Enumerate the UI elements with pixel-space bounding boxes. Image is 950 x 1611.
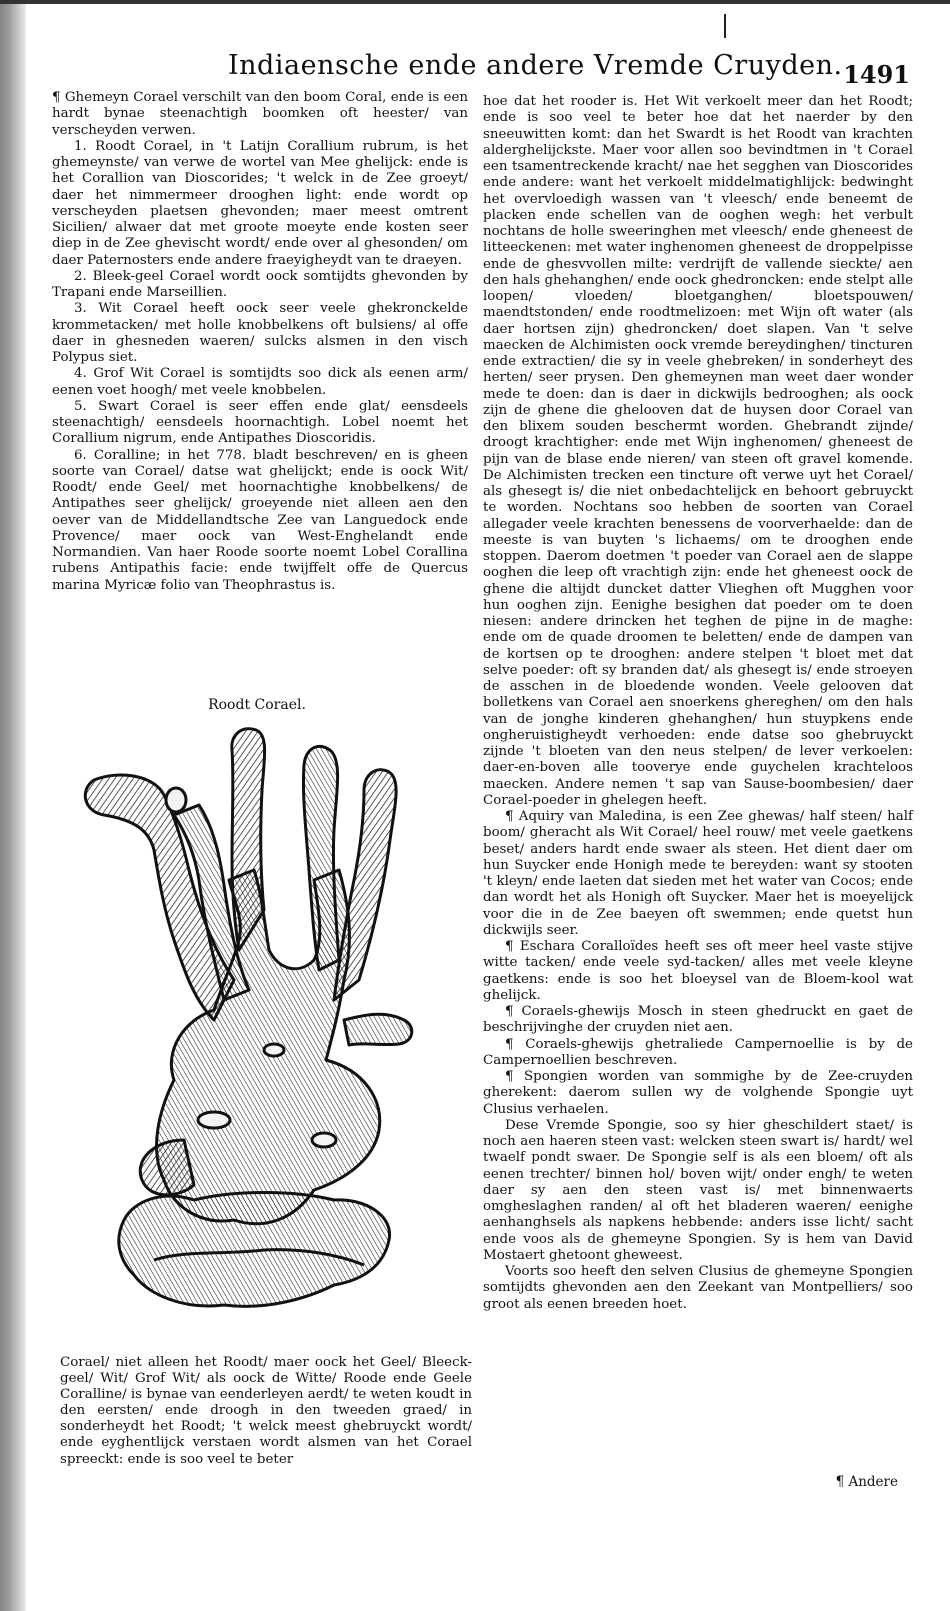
running-title: Indiaensche ende andere Vremde Cruyden. — [228, 50, 843, 81]
paragraph-swart-corael: 5. Swart Corael is seer effen ende glat/ eensdeels steenachtigh/ eensdeels hoornachtigh. Lobel noemt het Corallium nigrum, ende Antipathes Dioscoridis. — [52, 398, 468, 447]
left-column-continuation — [60, 1355, 472, 1468]
page-edge-shadow — [0, 0, 26, 1611]
paragraph-corael-properties: Corael/ niet alleen het Roodt/ maer oock het Geel/ Bleeck-geel/ Wit/ Grof Wit/ als oock de Witte/ Roode ende Geele Coralline/ is bynae van eenderleyen aerdt/ te weten koudt in den eersten/ ende droogh in den tweeden graed/ in sonderheydt het Roodt; 't welck meest ghebruyckt wordt/ ende eyghentlijck verstaen wordt alsmen van het Corael spreeckt: ende is soo veel te beter — [60, 1355, 472, 1467]
paragraph-roodt-corael: 1. Roodt Corael, in 't Latijn Corallium rubrum, is het ghemeynste/ van verwe de wortel van Mee ghelijck: ende is het Corallion van Dioscorides; 't welck in de Zee groeyt/ daer het nimmermeer drooghen light: ende wordt op verscheyden plaetsen ghevonden; maer meest omtrent Sicilien/ alwaer dat met groote moeyte ende kosten seer diep in de Zee ghevischt wordt/ ende over al ghesonden/ om daer Paternosters ende andere fraeyigheydt van te draeyen. — [52, 138, 468, 268]
catchword: ¶ Andere — [835, 1474, 898, 1490]
printer-mark — [724, 14, 726, 38]
paragraph-coraels-mosch: ¶ Coraels-ghewijs Mosch in steen ghedruckt en gaet de beschrijvinghe der cruyden niet aen. — [483, 1004, 913, 1036]
paragraph-corael-krachten: hoe dat het rooder is. Het Wit verkoelt meer dan het Roodt; ende is soo veel te beter hoe dat het naerder by den sneeuwitten komt: dan het Swardt is het Roodt van krachten alderghelijckste. Maer voor allen soo bevindtmen in 't Corael een tsamentreckende kracht/ nae het segghen van Dioscorides ende andere: want het verkoelt middelmatighlijck: bedwinght het overvloedigh wassen van 't vleesch/ ende beneemt de placken ende schellen van de ooghen wegh: het verbult nochtans de holle sweeringhen met vleesch/ ende gheneest de litteeckenen: met water inghenomen gheneest de droppelpisse ende de ghesvvollen milte: verdrijft de vallende sieckte/ aen den hals ghehanghen/ ende oock ghedroncken: ende stelpt alle loopen/ vloeden/ bloetganghen/ bloetspouwen/ maendtstonden/ ende roodtmelizoen: met Wijn oft water (als daer hortsen zijn) ghedroncken/ doet slapen. Van 't selve maecken de Alchimisten oock vremde bereydinghen/ tincturen ende extractien/ die sy in veele ghebreken/ in sonderheyt des herten/ seer prysen. Den ghemeynen man weet daer wonder mede te doen: dan is daer in dickwijls bedrooghen; als oock zijn de ghene die ghelooven dat de huysen door Corael van den blixem souden beschermt worden. Ghebrandt zijnde/ droogt krachtigher: ende met Wijn inghenomen/ gheneest de pijn van de blase ende nieren/ van steen oft gravel komende. De Alchimisten trecken een tincture oft verwe uyt het Corael/ als ghesegt is/ die niet onbedachtelijck en behoort gebruyckt te worden. Nochtans soo hebben de soorten van Corael allegader veele krachten benessens de voorverhaelde: dan de meeste is van buyten 's lichaems/ om te drooghen ende stoppen. Daerom doetmen 't poeder van Corael aen de slappe ooghen die leep oft vrachtigh zijn: ende het gheneest oock de ghene die altijdt duncket datter Vlieghen oft Mugghen voor hun ooghen zijn. Eenighe besighen dat poeder om te doen niesen: andere drincken het teghen de pijne in de maghe: ende om de quade droomen te beletten/ ende de dampen van de kortsen op te drooghen: andere stelpen 't bloet met dat selve poeder: oft sy branden dat/ als ghesegt is/ ende stroeyen de asschen in de bloedende wonden. Veele gelooven dat bolletkens van Corael aen snoerkens ghereghen/ om den hals van de jonghe kinderen ghehanghen/ hun stuypkens ende ongheruistigheydt verhoeden: ende datse soo ghebruyckt zijnde 't bloeten van den neus stelpen/ de lever verkoelen: daer-en-boven alle tooverye ende guychelen krachteloos maecken. Andere nemen 't sap van Sause-boombesien/ daer Corael-poeder in ghelegen heeft. — [483, 94, 913, 808]
paragraph-bleek-geel-corael: 2. Bleek-geel Corael wordt oock somtijdts ghevonden by Trapani ende Marseillien. — [52, 268, 468, 300]
page-top-edge — [0, 0, 950, 4]
left-column — [52, 90, 468, 594]
page-number: 1491 — [843, 60, 910, 89]
paragraph-ghemeyn-corael: ¶ Ghemeyn Corael verschilt van den boom Coral, ende is een hardt bynae steenachtigh boomken oft heester/ van verscheyden verwen. — [52, 90, 468, 138]
paragraph-wit-corael: 3. Wit Corael heeft oock seer veele ghekronckelde krommetacken/ met holle knobbelkens oft bulsiens/ al offe daer in ghesneden waeren/ sulcks alsmen in den visch Polypus siet. — [52, 301, 468, 365]
coral-woodcut-illustration — [64, 720, 428, 1328]
paragraph-eschara: ¶ Eschara Coralloïdes heeft ses oft meer heel vaste stijve witte tacken/ ende veele syd-tacken/ alles met veele kleyne gaetkens: ende is soo het bloeysel van de Bloem-kool wat ghelijck. — [483, 939, 913, 1003]
paragraph-campernoellie: ¶ Coraels-ghewijs ghetraliede Campernoellie is by de Campernoellien beschreven. — [483, 1036, 913, 1068]
paragraph-vremde-spongie: Dese Vremde Spongie, soo sy hier gheschildert staet/ is noch aen haeren steen vast: welcken steen swart is/ hardt/ wel twaelf pondt swaer. De Spongie self is als een bloem/ oft als eenen trechter/ binnen hol/ boven wijt/ onder engh/ te weten daer sy aen den steen vast is/ met binnenwaerts omgheslaghen randen/ al oft het bladeren waeren/ eenighe aenhanghsels als napkens hebbende: anders isse licht/ sacht ende voos als de ghemeyne Spongien. Sy is hem van David Mostaert ghetoont gheweest. — [483, 1117, 913, 1263]
paragraph-grof-wit-corael: 4. Grof Wit Corael is somtijdts soo dick als eenen arm/ eenen voet hoogh/ met veele knobbelen. — [52, 366, 468, 398]
paragraph-spongien: ¶ Spongien worden van sommighe by de Zee-cruyden gherekent: daerom sullen wy de volghende Spongie uyt Clusius verhaelen. — [483, 1069, 913, 1117]
figure-caption: Roodt Corael. — [208, 697, 306, 713]
right-column — [483, 94, 913, 1313]
paragraph-coralline: 6. Coralline; in het 778. bladt beschreven/ en is gheen soorte van Corael/ datse wat ghelijckt; ende is oock Wit/ Roodt/ ende Geel/ met hoornachtighe knobbelkens/ de Antipathes seer ghelijck/ groeyende niet alleen aen den oever van de Middellandtsche Zee van Languedock ende Provence/ maer oock van West-Enghelandt ende Normandien. Van haer Roode soorte noemt Lobel Corallina rubens Antipathis facie: ende twijffelt offe de Quercus marina Myricæ folio van Theophrastus is. — [52, 447, 468, 593]
paragraph-aquiry: ¶ Aquiry van Maledina, is een Zee ghewas/ half steen/ half boom/ gheracht als Wit Corael/ heel rouw/ met veele gaetkens beset/ anders hardt ende swaer als steen. Het dient daer om hun Suycker ende Honigh mede te bereyden: want sy stooten 't kleyn/ ende laeten dat sieden met het water van Cocos; ende dan wordt het als Honigh oft Suycker. Maer het is moeyelijck voor die in de Zee baeyen oft swemmen; ende quetst hun dickwijls seer. — [483, 809, 913, 938]
paragraph-clusius-spongien: Voorts soo heeft den selven Clusius de ghemeyne Spongien somtijdts ghevonden aen den Zeekant van Montpelliers/ soo groot als eenen breeden hoet. — [483, 1264, 913, 1312]
